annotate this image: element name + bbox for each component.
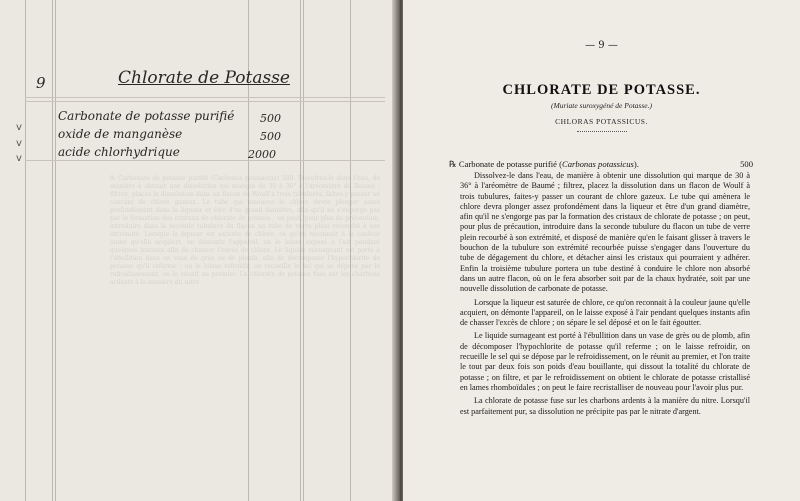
handwritten-heading: Chlorate de Potasse: [118, 68, 290, 88]
ingredient-latin: Carbonas potassicus: [561, 159, 634, 169]
ingredient-text: Carbonate de potasse purifié (: [458, 159, 562, 169]
page-number: — 9 —: [585, 40, 618, 51]
ingredient-line: acide chlorhydrique: [58, 145, 180, 159]
bleed-through-text: ℞ Carbonate de potasse purifié (Carbonas potassicus) 500. Dissolvez-le dans l'eau, de manière à obtenir une dissolution qui marque de 30 à 36° à l'aréomètre de Baumé ; filtrez, placez la dissolution dans un flacon de Woulf à trois tubulures, faites-y passer un courant de chlore gazeux. Le tube qui amènera le chlore devra plonger assez profondément dans la liqueur et être d'un grand diamètre, afin qu'il ne s'engorge pas par la formation des cristaux de chlorate de potasse ; on peut, pour plus de précaution, introduire dans la seconde tubulure du flacon un tube de verre plein recourbé à son extrémité. Lorsque la liqueur est saturée de chlore, ce qu'on reconnait à la couleur jaune qu'elle acquiert, on démonte l'appareil, on le laisse exposé à l'air pendant quelques instants afin de chasser l'excès de chlore. Le liquide surnageant est porté à l'ébullition dans un vase de grès ou de plomb, afin de décomposer l'hypochlorite de potasse qu'il referme ; on le laisse refroidir, on recueille le sel qui se dépose par le refroidissement, on le réunit au premier. La chlorate de potasse fuse sur les charbons ardents à la manière du nitre.: [110, 175, 380, 286]
ingredient-close: ).: [633, 159, 639, 169]
paragraph: Dissolvez-le dans l'eau, de manière à obtenir une dissolution qui marque de 30 à 36° à l'aréomètre de Baumé ; filtrez, placez la dissolution dans un flacon de Woulf à trois tubulures, faites-y passer un courant de chlore gazeux. Le tube qui amènera le chlore devra plonger assez profondément dans la liqueur et être d'un grand diamètre, afin qu'il ne s'engorge pas par la formation des cristaux de chlorate de potasse ; on peut, pour plus de précaution, introduire dans la seconde tubulure du flacon un tube de verre plein recourbé à son extrémité, et disposé de manière qu'en le faisant glisser à travers le bouchon de la tubulure son extrémité recourbée puisse s'engager dans l'ouverture du tube de dégagement du chlore, et détacher ainsi les cristaux qui pourraient y adhérer. Enfin la troisième tubulure portera un tube destiné à conduire le chlore non absorbé dans un autre flacon, où on le fera absorber soit par de la chaux hydratée, soit par une nouvelle dissolution de carbonate de potasse.: [460, 171, 750, 294]
paragraph: Lorsque la liqueur est saturée de chlore, ce qu'on reconnait à la couleur jaune qu'elle acquiert, on démonte l'appareil, on le laisse exposé à l'air pendant quelques instants afin de chasser l'excès de chlore ; on sépare le sel déposé et on le fait égoutter.: [460, 297, 750, 328]
ingredient-qty: 500: [260, 130, 281, 143]
ingredient-qty: 500: [740, 159, 753, 169]
page-subtitle: (Muriate suroxygéné de Potasse.): [551, 101, 652, 110]
page-title: CHLORATE DE POTASSE.: [502, 82, 701, 98]
paragraph: Le liquide surnageant est porté à l'ébullition dans un vase de grès ou de plomb, afin de décomposer l'hypochlorite de potasse qu'il referme ; on le laisse refroidir, on recueille le sel qui se dépose par le refroidissement, on le réunit au premier, et l'on traite le tout par deux fois son poids d'eau bouillante, qui dissout la totalité du chlorate de potasse ; on filtre, et par le refroidissement on obtient le chlorate de potasse cristallisé en lames rhomboïdales ; on peut le faire recristalliser de nouveau pour l'avoir plus pur.: [460, 331, 750, 392]
ingredient-line: oxide de manganèse: [58, 127, 183, 141]
check-mark: v: [16, 153, 22, 164]
check-mark: v: [16, 138, 22, 149]
entry-number: 9: [36, 74, 46, 92]
ingredient-qty: 500: [260, 112, 281, 125]
ingredient-line: [449, 159, 753, 170]
ornament-divider: [577, 131, 627, 132]
left-ledger-page: [0, 0, 398, 501]
ingredient-qty: 2000: [248, 148, 276, 161]
check-mark: v: [16, 122, 22, 133]
recipe-symbol: ℞: [449, 159, 457, 169]
ingredient-line: Carbonate de potasse purifié: [58, 109, 235, 123]
right-printed-page: [403, 0, 800, 501]
paragraph: La chlorate de potasse fuse sur les charbons ardents à la manière du nitre. Lorsqu'il est parfaitement pur, sa dissolution ne précipite pas par le nitrate d'argent.: [460, 396, 750, 416]
body-text: [460, 171, 750, 420]
latin-name: CHLORAS POTASSICUS.: [555, 117, 648, 126]
